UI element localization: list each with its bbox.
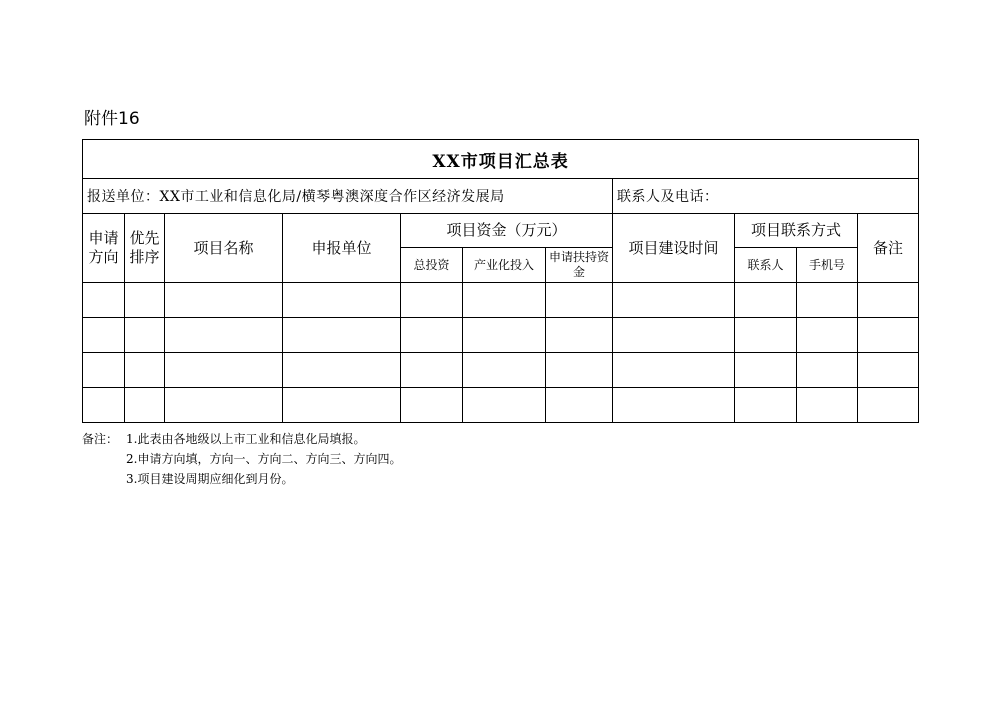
cell-industrial-investment[interactable] — [463, 318, 546, 353]
cell-project-name[interactable] — [165, 318, 283, 353]
header-priority: 优先排序 — [125, 214, 165, 283]
cell-direction[interactable] — [83, 388, 125, 423]
cell-project-name[interactable] — [165, 353, 283, 388]
report-unit: 报送单位：XX市工业和信息化局/横琴粤澳深度合作区经济发展局 — [83, 179, 613, 214]
notes-label: 备注： — [82, 432, 119, 446]
header-construction-time: 项目建设时间 — [613, 214, 735, 283]
cell-industrial-investment[interactable] — [463, 353, 546, 388]
note-item: 1.此表由各地级以上市工业和信息化局填报。 — [126, 432, 366, 446]
cell-mobile[interactable] — [797, 388, 858, 423]
table-row — [83, 353, 919, 388]
header-total-investment: 总投资 — [401, 248, 463, 283]
note-row — [82, 449, 401, 469]
cell-total-investment[interactable] — [401, 318, 463, 353]
note-row — [82, 429, 401, 449]
cell-total-investment[interactable] — [401, 353, 463, 388]
cell-support-funds[interactable] — [546, 318, 613, 353]
cell-industrial-investment[interactable] — [463, 283, 546, 318]
cell-applicant[interactable] — [283, 283, 401, 318]
cell-support-funds[interactable] — [546, 353, 613, 388]
header-applicant: 申报单位 — [283, 214, 401, 283]
cell-contact-person[interactable] — [735, 318, 797, 353]
cell-mobile[interactable] — [797, 353, 858, 388]
cell-support-funds[interactable] — [546, 283, 613, 318]
cell-remarks[interactable] — [858, 353, 919, 388]
header-industrial-investment: 产业化投入 — [463, 248, 546, 283]
cell-mobile[interactable] — [797, 283, 858, 318]
header-project-name: 项目名称 — [165, 214, 283, 283]
cell-applicant[interactable] — [283, 318, 401, 353]
cell-contact-person[interactable] — [735, 353, 797, 388]
table-row — [83, 283, 919, 318]
cell-priority[interactable] — [125, 353, 165, 388]
header-mobile: 手机号 — [797, 248, 858, 283]
cell-construction-time[interactable] — [613, 318, 735, 353]
table-title: XX市项目汇总表 — [83, 140, 919, 179]
table-row — [83, 318, 919, 353]
cell-construction-time[interactable] — [613, 353, 735, 388]
cell-remarks[interactable] — [858, 388, 919, 423]
cell-direction[interactable] — [83, 318, 125, 353]
cell-applicant[interactable] — [283, 353, 401, 388]
cell-remarks[interactable] — [858, 318, 919, 353]
notes-section — [82, 429, 401, 489]
attachment-label: 附件16 — [84, 109, 140, 129]
cell-mobile[interactable] — [797, 318, 858, 353]
cell-direction[interactable] — [83, 283, 125, 318]
note-item: 3.项目建设周期应细化到月份。 — [126, 472, 294, 486]
cell-industrial-investment[interactable] — [463, 388, 546, 423]
header-support-funds: 申请扶持资金 — [546, 248, 613, 283]
cell-direction[interactable] — [83, 353, 125, 388]
header-contact-person: 联系人 — [735, 248, 797, 283]
project-summary-table — [82, 139, 919, 423]
header-remarks: 备注 — [858, 214, 919, 283]
contact-phone: 联系人及电话： — [613, 179, 919, 214]
cell-total-investment[interactable] — [401, 283, 463, 318]
cell-remarks[interactable] — [858, 283, 919, 318]
cell-priority[interactable] — [125, 388, 165, 423]
note-item: 2.申请方向填，方向一、方向二、方向三、方向四。 — [126, 452, 402, 466]
header-funds-group: 项目资金（万元） — [401, 214, 613, 248]
cell-contact-person[interactable] — [735, 388, 797, 423]
cell-contact-person[interactable] — [735, 283, 797, 318]
cell-priority[interactable] — [125, 283, 165, 318]
cell-project-name[interactable] — [165, 283, 283, 318]
cell-construction-time[interactable] — [613, 388, 735, 423]
header-direction: 申请方向 — [83, 214, 125, 283]
table-row — [83, 388, 919, 423]
header-contact-group: 项目联系方式 — [735, 214, 858, 248]
note-row — [82, 469, 401, 489]
cell-total-investment[interactable] — [401, 388, 463, 423]
cell-construction-time[interactable] — [613, 283, 735, 318]
cell-applicant[interactable] — [283, 388, 401, 423]
cell-support-funds[interactable] — [546, 388, 613, 423]
cell-priority[interactable] — [125, 318, 165, 353]
cell-project-name[interactable] — [165, 388, 283, 423]
